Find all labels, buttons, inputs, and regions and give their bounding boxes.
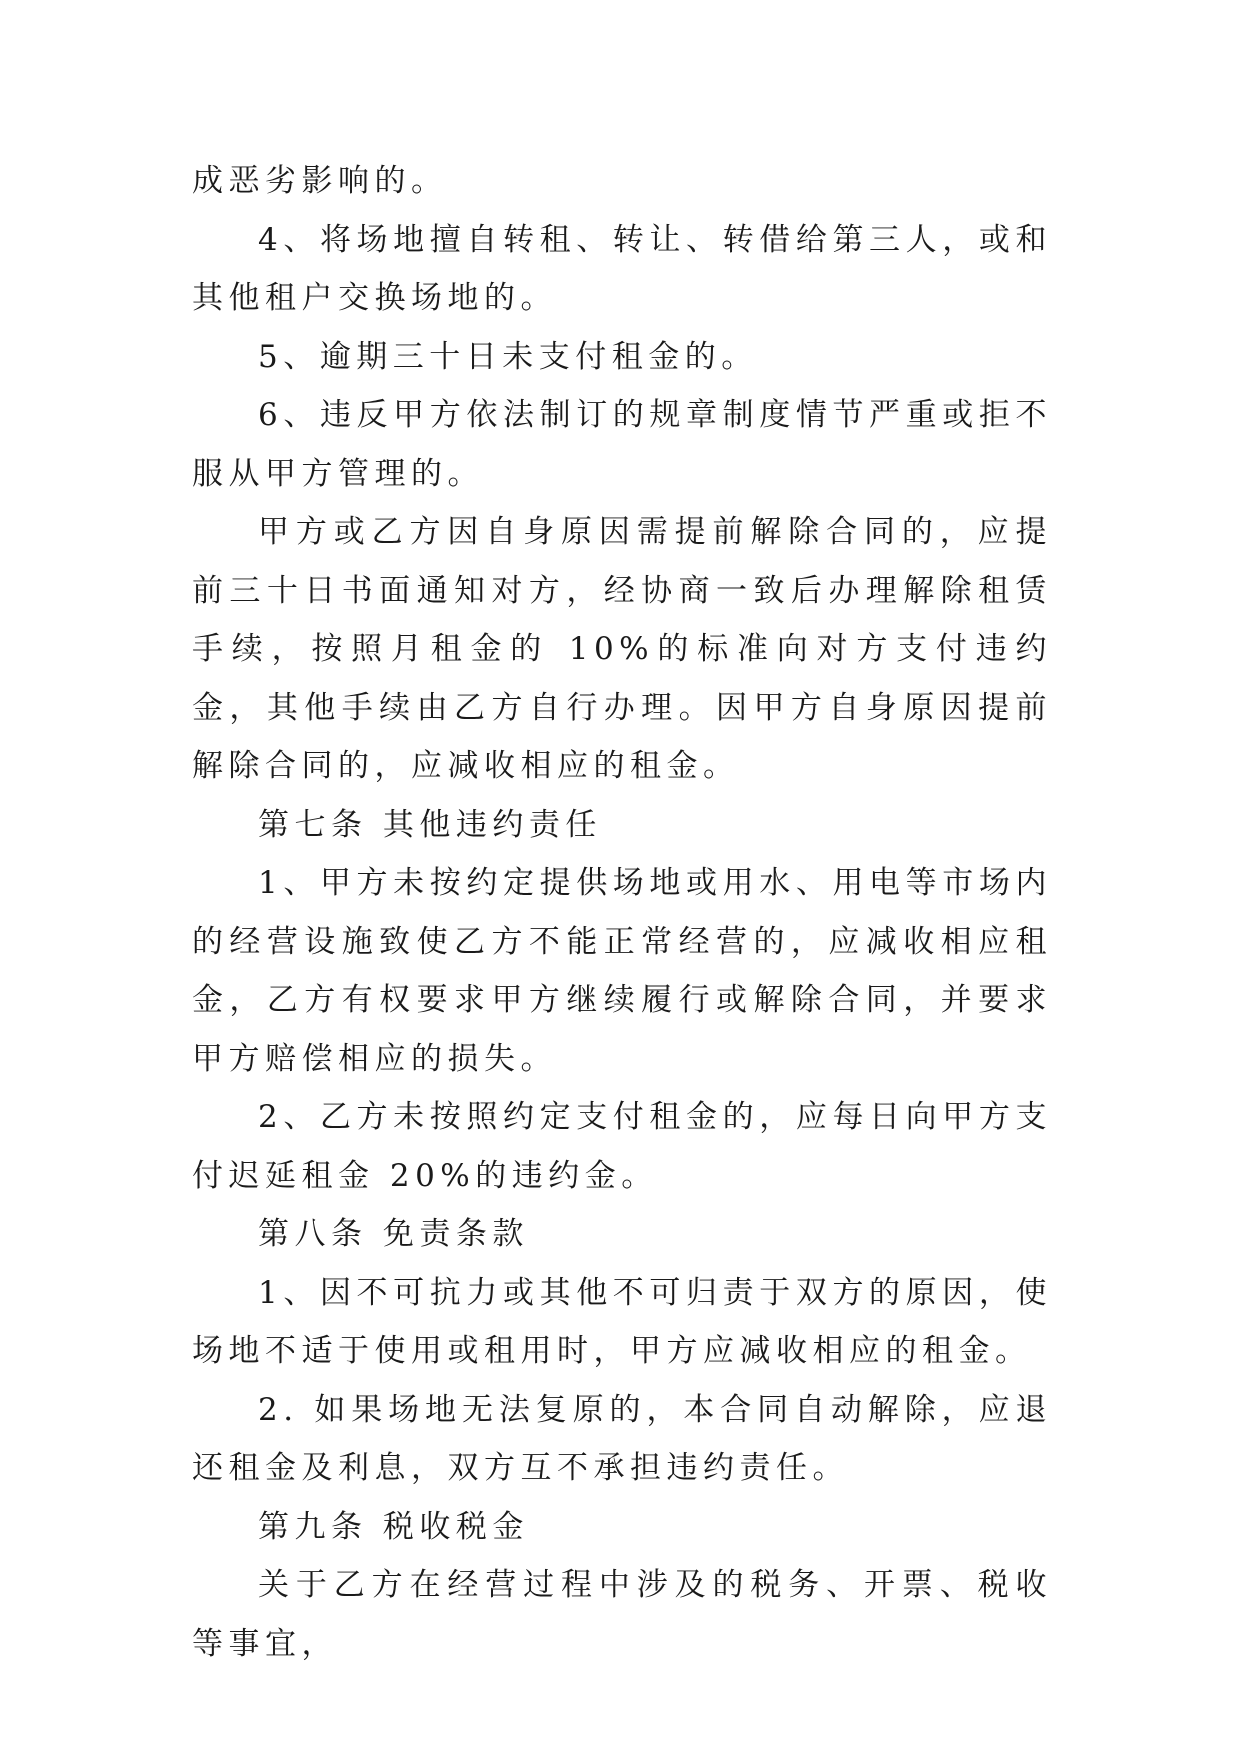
- paragraph-item-4: 4、将场地擅自转租、转让、转借给第三人，或和其他租户交换场地的。: [192, 221, 1052, 316]
- paragraph-item-5: 5、逾期三十日未支付租金的。: [258, 338, 758, 375]
- article-8-item-1: 1、因不可抗力或其他不可归责于双方的原因，使场地不适于使用或租用时，甲方应减收相应的租金。: [192, 1274, 1052, 1369]
- paragraph-early-termination: 甲方或乙方因自身原因需提前解除合同的，应提前三十日书面通知对方，经协商一致后办理解除租赁手续，按照月租金的 10%的标准向对方支付违约金，其他手续由乙方自行办理。因甲方自身原因提前解除合同的，应减收相应的租金。: [192, 514, 1052, 784]
- article-9-heading: 第九条 税收税金: [258, 1508, 529, 1545]
- document-body: [192, 152, 1052, 1673]
- article-7-heading: 第七条 其他违约责任: [258, 806, 602, 843]
- article-9-paragraph: 关于乙方在经营过程中涉及的税务、开票、税收等事宜，: [192, 1567, 1052, 1662]
- article-7-item-1: 1、甲方未按约定提供场地或用水、用电等市场内的经营设施致使乙方不能正常经营的，应减收相应租金，乙方有权要求甲方继续履行或解除合同，并要求甲方赔偿相应的损失。: [192, 865, 1052, 1077]
- paragraph-continuation: 成恶劣影响的。: [192, 163, 448, 199]
- article-8-item-2: 2. 如果场地无法复原的，本合同自动解除，应退还租金及利息，双方互不承担违约责任。: [192, 1391, 1052, 1486]
- paragraph-item-6: 6、违反甲方依法制订的规章制度情节严重或拒不服从甲方管理的。: [192, 397, 1052, 492]
- article-7-item-2: 2、乙方未按照约定支付租金的，应每日向甲方支付迟延租金 20%的违约金。: [192, 1099, 1052, 1194]
- article-8-heading: 第八条 免责条款: [258, 1216, 529, 1252]
